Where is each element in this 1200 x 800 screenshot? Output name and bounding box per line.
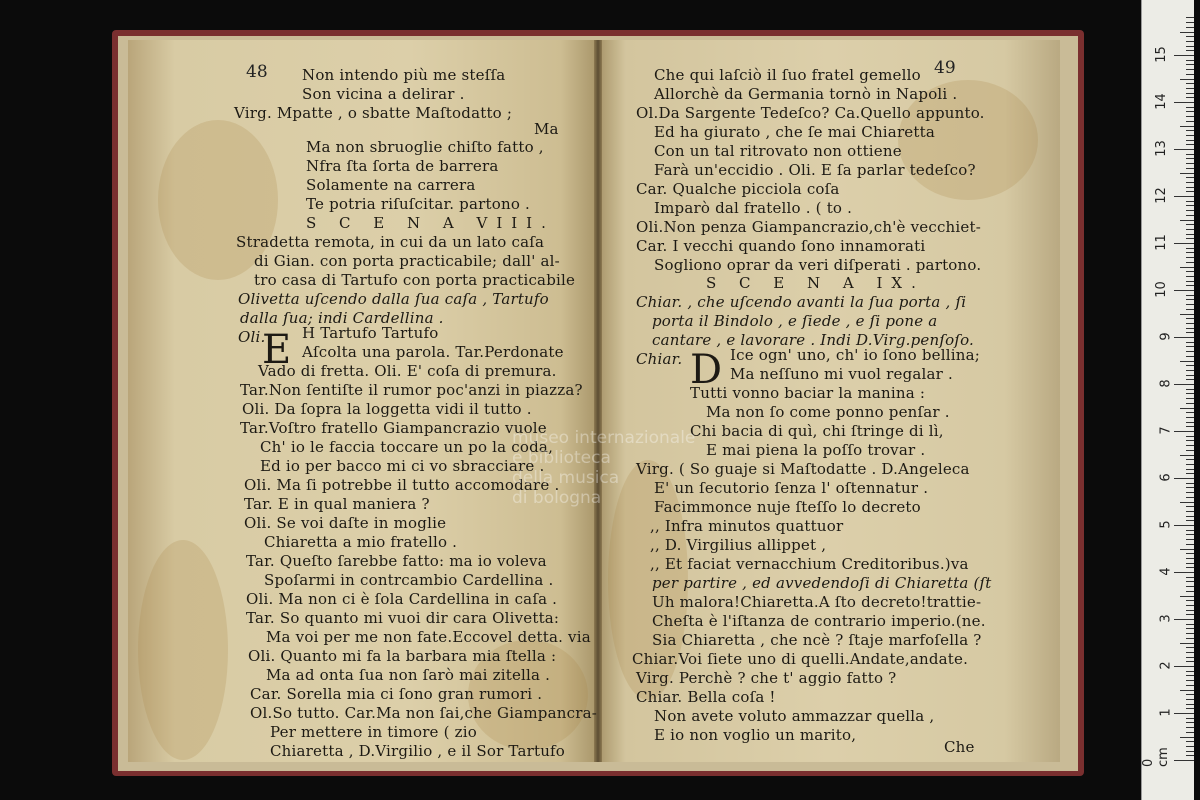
ruler-tick [1174, 290, 1194, 291]
ruler-tick [1186, 694, 1194, 695]
ruler-tick [1186, 553, 1194, 554]
ruler-tick [1186, 88, 1194, 89]
ruler-tick [1186, 487, 1194, 488]
ruler-tick [1186, 74, 1194, 75]
text-line: ,, D. Virgilius allippet , [650, 536, 827, 554]
text-line: Chiaretta , D.Virgilio , e il Sor Tartufo [270, 742, 566, 760]
watermark-line: museo internazionale [512, 428, 696, 448]
text-line: Ma neſſuno mi vuol regalar . [730, 365, 953, 383]
ruler-tick [1186, 299, 1194, 300]
ruler-tick [1186, 64, 1194, 65]
text-line: Ol.So tutto. Car.Ma non ſai,che Giampancra- [250, 704, 597, 722]
ruler-tick [1186, 577, 1194, 578]
ruler-tick [1186, 323, 1194, 324]
ruler-tick [1186, 262, 1194, 263]
ruler-tick [1186, 657, 1194, 658]
text-line: Chiar. Bella coſa ! [636, 688, 776, 706]
ruler-label: 1 [1158, 708, 1174, 717]
text-line: Ed ha giurato , che ſe mai Chiaretta [654, 123, 935, 141]
ruler-tick [1186, 285, 1194, 286]
ruler-tick [1174, 478, 1194, 479]
ruler-tick [1174, 384, 1194, 385]
watermark-line: e biblioteca [512, 448, 611, 468]
text-line: Uh malora!Chiaretta.A ſto decreto!trattie- [652, 593, 982, 611]
ruler-tick [1186, 46, 1194, 47]
ruler-tick [1186, 436, 1194, 437]
text-line: tro casa di Tartufo con porta practicabile [254, 271, 576, 289]
scene-heading: S C E N A VIII. [306, 214, 555, 232]
page-number-right: 49 [934, 58, 956, 78]
ruler-tick [1186, 393, 1194, 394]
text-line: Cheſta è l'iſtanza de contrario imperio.(ne. [652, 612, 986, 630]
text-line: Ch' io le faccia toccare un po la coda, [260, 438, 554, 456]
ruler-tick [1186, 506, 1194, 507]
measurement-ruler [1141, 0, 1194, 800]
ruler-tick [1186, 497, 1194, 498]
text-line: Virg. ( So guaje si Maſtodatte . D.Angeleca [636, 460, 970, 478]
ruler-tick [1186, 741, 1194, 742]
ruler-tick [1174, 431, 1194, 432]
ruler-tick [1186, 130, 1194, 131]
ruler-tick [1186, 638, 1194, 639]
ruler-tick [1186, 60, 1194, 61]
text-line: Oli. Se voi daſte in moglie [244, 514, 447, 532]
text-line: Sogliono oprar da veri diſperati . partono. [654, 256, 982, 274]
ruler-tick [1180, 643, 1194, 644]
text-line: Oli. Ma ſi potrebbe il tutto accomodare . [244, 476, 560, 494]
ruler-tick [1186, 708, 1194, 709]
ruler-label: 9 [1158, 332, 1174, 341]
ruler-tick [1174, 525, 1194, 526]
ruler-tick [1186, 276, 1194, 277]
text-line: ,, Et faciat vernacchium Creditoribus.)va [650, 555, 969, 573]
text-line: Ice ogn' uno, ch' io ſono bellina; [730, 346, 980, 364]
ruler-label: 15 [1154, 46, 1170, 63]
text-line: Car. Qualche picciola coſa [636, 180, 840, 198]
text-line: di Gian. con porta practicabile; dall' al- [254, 252, 560, 270]
ruler-tick [1180, 173, 1194, 174]
ruler-tick [1186, 426, 1194, 427]
ruler-tick [1186, 539, 1194, 540]
ruler-label: 3 [1158, 614, 1174, 623]
ruler-tick [1186, 116, 1194, 117]
ruler-tick [1186, 633, 1194, 634]
ruler-tick [1180, 690, 1194, 691]
ruler-tick [1186, 215, 1194, 216]
ruler-tick [1186, 342, 1194, 343]
ruler-tick [1186, 610, 1194, 611]
text-line: porta il Bindolo , e ſiede , e ſi pone a [652, 312, 938, 330]
ruler-tick [1180, 408, 1194, 409]
ruler-tick [1186, 229, 1194, 230]
ruler-label: 2 [1158, 661, 1174, 670]
text-line: Tar. Queſto ſarebbe fatto: ma io voleva [246, 552, 547, 570]
text-line: Imparò dal fratello . ( to . [654, 199, 853, 217]
ruler-tick [1186, 107, 1194, 108]
ruler-tick [1186, 328, 1194, 329]
ruler-tick [1180, 596, 1194, 597]
text-line: Chiaretta a mio fratello . [264, 533, 458, 551]
ruler-tick [1186, 520, 1194, 521]
ruler-tick [1186, 751, 1194, 752]
text-line: Ma voi per me non fate.Eccovel detta. via [266, 628, 591, 646]
stain [138, 540, 228, 760]
ruler-label: 0 cm [1141, 747, 1171, 767]
text-line: Tar.Voſtro fratello Giampancrazio vuole [240, 419, 547, 437]
ruler-tick [1186, 464, 1194, 465]
ruler-tick [1186, 163, 1194, 164]
text-line: cantare , e lavorare . Indi D.Virg.penſoſo. [652, 331, 975, 349]
library-watermark [512, 428, 695, 508]
text-line: Oli. Ma non ci è ſola Cardellina in caſa . [246, 590, 558, 608]
text-line: Vado di fretta. Oli. E' coſa di premura. [258, 362, 557, 380]
ruler-tick [1186, 111, 1194, 112]
ruler-tick [1186, 727, 1194, 728]
ruler-tick [1186, 41, 1194, 42]
ruler-tick [1186, 295, 1194, 296]
ruler-tick [1186, 69, 1194, 70]
text-line: Ma non sbruoglie chiſto fatto , [306, 138, 544, 156]
ruler-tick [1186, 459, 1194, 460]
ruler-tick [1186, 271, 1194, 272]
text-line: Allorchè da Germania tornò in Napoli . [654, 85, 958, 103]
ruler-tick [1186, 281, 1194, 282]
drop-cap-left: E [262, 327, 292, 373]
text-line: Oli. Quanto mi fa la barbara mia ſtella : [248, 647, 557, 665]
ruler-tick [1186, 121, 1194, 122]
text-line: E' un ſecutorio ſenza l' oſtennatur . [654, 479, 929, 497]
ruler-tick [1174, 337, 1194, 338]
ruler-tick [1186, 652, 1194, 653]
ruler-tick [1186, 680, 1194, 681]
text-line: Farà un'eccidio . Oli. E ſa parlar tedeſco? [654, 161, 976, 179]
ruler-tick [1180, 220, 1194, 221]
ruler-tick [1186, 563, 1194, 564]
ruler-tick [1186, 492, 1194, 493]
ruler-label: 4 [1158, 567, 1174, 576]
ruler-tick [1174, 619, 1194, 620]
ruler-tick [1186, 624, 1194, 625]
ruler-tick [1180, 267, 1194, 268]
ruler-tick [1186, 516, 1194, 517]
ruler-tick [1186, 182, 1194, 183]
ruler-tick [1186, 445, 1194, 446]
text-line: Ed io per bacco mi ci vo sbracciare . [260, 457, 545, 475]
text-line: Tar. So quanto mi vuoi dir cara Olivetta: [246, 609, 560, 627]
ruler-tick [1186, 97, 1194, 98]
ruler-tick [1186, 210, 1194, 211]
ruler-tick [1186, 647, 1194, 648]
ruler-label: 8 [1158, 379, 1174, 388]
ruler-tick [1186, 450, 1194, 451]
ruler-tick [1186, 614, 1194, 615]
text-line: Solamente na carrera [306, 176, 476, 194]
ruler-tick [1186, 17, 1194, 18]
ruler-tick [1186, 530, 1194, 531]
watermark-line: di bologna [512, 488, 602, 508]
ruler-tick [1174, 149, 1194, 150]
ruler-label: 5 [1158, 520, 1174, 529]
ruler-tick [1186, 201, 1194, 202]
text-line: Nfra ſta ſorta de barrera [306, 157, 499, 175]
ruler-tick [1186, 581, 1194, 582]
text-line: Facimmonce nuje ſteſſo lo decreto [654, 498, 921, 516]
ruler-tick [1186, 177, 1194, 178]
ruler-tick [1186, 351, 1194, 352]
ruler-tick [1174, 102, 1194, 103]
ruler-tick [1186, 558, 1194, 559]
text-line: E mai piena la poſſo trovar . [706, 441, 926, 459]
ruler-tick [1174, 760, 1194, 761]
scene-heading: S C E N A IX. [706, 274, 925, 292]
ruler-tick [1186, 370, 1194, 371]
ruler-tick [1186, 135, 1194, 136]
text-line: Non avete voluto ammazzar quella , [654, 707, 935, 725]
ruler-tick [1186, 257, 1194, 258]
text-line: Tar. E in qual maniera ? [244, 495, 430, 513]
text-line: Virg. Perchè ? che t' aggio fatto ? [636, 669, 897, 687]
text-line: per partire , ed avvedendoſi di Chiaretta (ſt [652, 574, 992, 592]
ruler-tick [1186, 168, 1194, 169]
ruler-tick [1186, 699, 1194, 700]
ruler-label: 12 [1154, 187, 1170, 204]
ruler-tick [1186, 22, 1194, 23]
ruler-label: 13 [1154, 140, 1170, 157]
text-line: Tar.Non ſentiſte il rumor poc'anzi in piazza? [240, 381, 583, 399]
ruler-tick [1186, 483, 1194, 484]
ruler-tick [1186, 422, 1194, 423]
text-line: Virg. Mpatte , o sbatte Maſtodatto ; [234, 104, 513, 122]
text-line: Son vicina a delirar . [302, 85, 465, 103]
text-line: Per mettere in timore ( zio [270, 723, 477, 741]
ruler-tick [1186, 403, 1194, 404]
ruler-tick [1186, 234, 1194, 235]
drop-cap-right: D [690, 347, 723, 393]
ruler-tick [1186, 144, 1194, 145]
ruler-tick [1186, 224, 1194, 225]
ruler-tick [1186, 158, 1194, 159]
ruler-tick [1180, 361, 1194, 362]
ruler-tick [1186, 346, 1194, 347]
ruler-tick [1180, 126, 1194, 127]
ruler-tick [1174, 666, 1194, 667]
ruler-tick [1186, 205, 1194, 206]
ruler-tick [1174, 55, 1194, 56]
ruler-tick [1186, 469, 1194, 470]
ruler-tick [1186, 732, 1194, 733]
text-line: dalla ſua; indi Cardellina . [240, 309, 444, 327]
ruler-tick [1186, 309, 1194, 310]
ruler-tick [1186, 628, 1194, 629]
ruler-tick [1186, 591, 1194, 592]
ruler-tick [1186, 191, 1194, 192]
ruler-tick [1186, 675, 1194, 676]
ruler-tick [1186, 722, 1194, 723]
ruler-tick [1186, 746, 1194, 747]
ruler-tick [1186, 685, 1194, 686]
text-line: Chiar. , che uſcendo avanti la ſua porta , ſi [636, 293, 967, 311]
text-line: Ma ad onta ſua non ſarò mai zitella . [266, 666, 551, 684]
text-line: Oli.Non penza Giampancrazio,ch'è vecchiet- [636, 218, 981, 236]
ruler-tick [1186, 332, 1194, 333]
text-line: Ma non ſo come ponno penſar . [706, 403, 950, 421]
text-line: Che [944, 738, 975, 756]
ruler-label: 10 [1154, 281, 1170, 298]
ruler-tick [1174, 243, 1194, 244]
ruler-tick [1186, 417, 1194, 418]
text-line: E io non voglio un marito, [654, 726, 857, 744]
text-line: ,, Infra minutos quattuor [650, 517, 844, 535]
ruler-tick [1186, 238, 1194, 239]
ruler-tick [1186, 398, 1194, 399]
page-number-left: 48 [246, 62, 268, 82]
text-line: Tutti vonno baciar la manina : [690, 384, 926, 402]
ruler-tick [1186, 605, 1194, 606]
ruler-tick [1180, 549, 1194, 550]
ruler-tick [1186, 248, 1194, 249]
ruler-tick [1174, 196, 1194, 197]
ruler-tick [1186, 755, 1194, 756]
ruler-tick [1186, 412, 1194, 413]
ruler-tick [1186, 27, 1194, 28]
ruler-tick [1186, 704, 1194, 705]
text-line: Sia Chiaretta , che ncè ? ſtaje marfoſella ? [652, 631, 982, 649]
ruler-tick [1180, 737, 1194, 738]
text-line: Aſcolta una parola. Tar.Perdonate [302, 343, 564, 361]
text-line: Car. I vecchi quando ſono innamorati [636, 237, 926, 255]
ruler-tick [1186, 440, 1194, 441]
ruler-label: 7 [1158, 426, 1174, 435]
ruler-tick [1186, 473, 1194, 474]
text-line: Non intendo più me steſſa [302, 66, 506, 84]
text-line: Stradetta remota, in cui da un lato caſa [236, 233, 545, 251]
ruler-tick [1180, 79, 1194, 80]
ruler-tick [1186, 50, 1194, 51]
text-line: Car. Sorella mia ci ſono gran rumori . [250, 685, 543, 703]
ruler-tick [1174, 572, 1194, 573]
ruler-tick [1186, 154, 1194, 155]
text-line: Chi bacia di quì, chi ſtringe di lì, [690, 422, 944, 440]
text-line: Olivetta uſcendo dalla ſua caſa , Tartufo [238, 290, 549, 308]
text-line: Ma [534, 120, 559, 138]
ruler-tick [1186, 661, 1194, 662]
ruler-tick [1180, 314, 1194, 315]
ruler-tick [1174, 713, 1194, 714]
text-line: Chiar.Voi ſiete uno di quelli.Andate,andate. [632, 650, 969, 668]
ruler-tick [1186, 671, 1194, 672]
ruler-tick [1186, 304, 1194, 305]
text-line: Che qui laſciò il ſuo fratel gemello [654, 66, 921, 84]
watermark-line: della musica [512, 468, 620, 488]
ruler-tick [1186, 375, 1194, 376]
text-line: Con un tal ritrovato non ottiene [654, 142, 902, 160]
ruler-label: 6 [1158, 473, 1174, 482]
ruler-tick [1186, 379, 1194, 380]
text-line: Te potria riſuſcitar. partono . [306, 195, 530, 213]
ruler-tick [1186, 511, 1194, 512]
ruler-tick [1186, 718, 1194, 719]
ruler-tick [1186, 389, 1194, 390]
text-line: Oli. Da ſopra la loggetta vidi il tutto . [242, 400, 532, 418]
book-gutter [594, 40, 602, 762]
ruler-tick [1186, 544, 1194, 545]
ruler-tick [1186, 600, 1194, 601]
ruler-label: 11 [1154, 234, 1170, 251]
text-line: H Tartufo Tartufo [302, 324, 439, 342]
ruler-tick [1186, 93, 1194, 94]
ruler-tick [1186, 36, 1194, 37]
ruler-tick [1180, 32, 1194, 33]
ruler-tick [1186, 140, 1194, 141]
text-line: Chiar. [636, 350, 683, 368]
ruler-tick [1186, 586, 1194, 587]
ruler-tick [1186, 83, 1194, 84]
ruler-tick [1180, 455, 1194, 456]
ruler-tick [1186, 252, 1194, 253]
ruler-tick [1186, 534, 1194, 535]
ruler-tick [1186, 567, 1194, 568]
ruler-label: 14 [1154, 93, 1170, 110]
ruler-tick [1186, 356, 1194, 357]
ruler-tick [1186, 365, 1194, 366]
ruler-tick [1186, 318, 1194, 319]
ruler-tick [1180, 502, 1194, 503]
text-line: Spoſarmi in contrcambio Cardellina . [264, 571, 554, 589]
text-line: Oli. [238, 328, 266, 346]
text-line: Ol.Da Sargente Tedeſco? Ca.Quello appunto. [636, 104, 985, 122]
ruler-tick [1186, 187, 1194, 188]
